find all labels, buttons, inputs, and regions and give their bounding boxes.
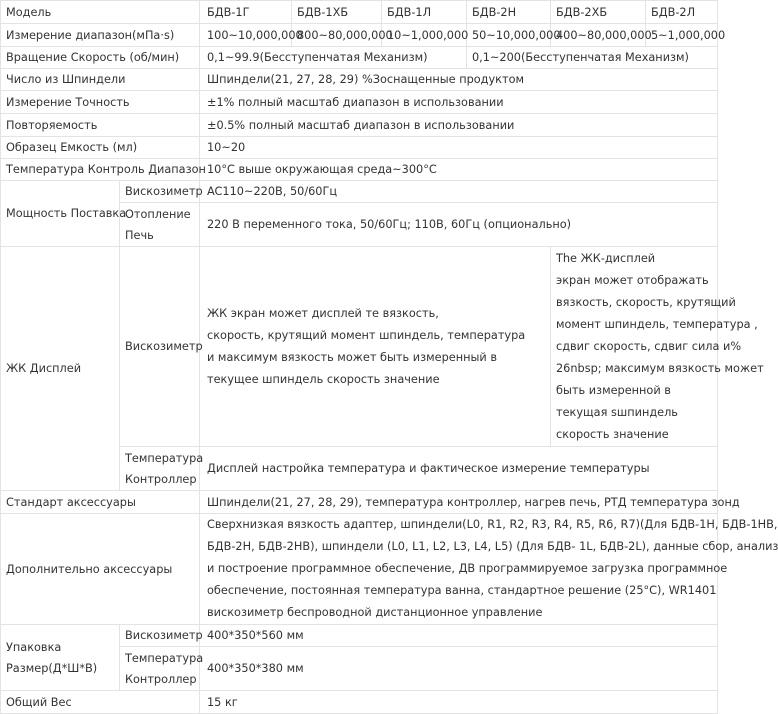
- row-spindles: [1, 69, 718, 91]
- lcd-line-2: скорость, крутящий момент шпиндель, температура: [207, 328, 526, 342]
- accuracy-value: ±1% полный масштаб диапазон в использовании: [200, 91, 718, 114]
- volume-label: Образец Емкость (мл): [1, 137, 200, 159]
- speed-label: Вращение Скорость (об/мин): [1, 47, 200, 69]
- accuracy-label: Измерение Точность: [1, 91, 200, 114]
- row-range: [1, 24, 718, 47]
- opt-acc-label: Дополнительно аксессуары: [1, 514, 200, 625]
- lcd2-line-6: 26nbsp; максимум вязкость может: [556, 361, 764, 375]
- repeatability-label: Повторяемость: [1, 114, 200, 137]
- std-acc-value: Шпиндели(21, 27, 28, 29), температура контроллер, нагрев печь, РТД температура зонд: [200, 491, 718, 514]
- lcd-viscometer-value: [200, 247, 551, 447]
- lcd-line-1: ЖК экран может дисплей те вязкость,: [207, 306, 439, 320]
- lcd2-line-3: вязкость, скорость, крутящий: [556, 295, 736, 309]
- lcd2-line-2: экран может отображать: [556, 273, 709, 287]
- row-pack-viscometer: [1, 625, 718, 647]
- oven-label: Отопление Печь: [120, 203, 200, 247]
- lcd2-line-7: быть измеренной в: [556, 383, 671, 397]
- repeatability-value: ±0.5% полный масштаб диапазон в использовании: [200, 114, 718, 137]
- pack-controller-label: Температура Контроллер: [120, 647, 200, 691]
- row-accuracy: [1, 91, 718, 114]
- speed-value-2: 0,1~200(Бесступенчатая Механизм): [467, 47, 718, 69]
- row-power-viscometer: [1, 181, 718, 203]
- model-1: БДВ-1Г: [200, 1, 292, 24]
- row-volume: [1, 137, 718, 159]
- range-5: 400~80,000,000: [551, 24, 646, 47]
- model-3: БДВ-1Л: [382, 1, 467, 24]
- volume-value: 10~20: [200, 137, 718, 159]
- row-standard-accessories: [1, 491, 718, 514]
- lcd-viscometer-label: Вискозиметр: [120, 247, 200, 447]
- lcd-label: ЖК Дисплей: [1, 247, 120, 491]
- opt-line-3: и построение программное обеспечение, ДВ программируемое загрузка программное: [207, 562, 728, 575]
- pack-label: Упаковка Размер(Д*Ш*В): [1, 625, 120, 691]
- opt-line-5: вискозиметр беспроводной дистанционное управление: [207, 606, 543, 619]
- oven-value: 220 В переменного тока, 50/60Гц; 110В, 60Гц (опционально): [200, 203, 718, 247]
- range-2: 800~80,000,000: [292, 24, 382, 47]
- temp-range-label: Температура Контроль Диапазон: [1, 159, 200, 181]
- range-4: 50~10,000,000: [467, 24, 551, 47]
- model-6: БДВ-2Л: [646, 1, 718, 24]
- model-label: Модель: [1, 1, 200, 24]
- opt-line-2: БДВ-2Н, БДВ-2НВ), шпиндели (L0, L1, L2, L3, L4, L5) (Для БДВ- 1L, БДВ-2L), данные сбор, анализ: [207, 540, 778, 553]
- opt-acc-value: [200, 514, 778, 625]
- lcd2-line-4: момент шпиндель, температура ,: [556, 317, 758, 331]
- model-4: БДВ-2Н: [467, 1, 551, 24]
- opt-line-4: обеспечение, постоянная температура ванна, стандартное решение (25°C), WR1401: [207, 584, 717, 597]
- spindles-value: Шпиндели(21, 27, 28, 29) %Зоснащенные продуктом: [200, 69, 718, 91]
- row-temperature-range: [1, 159, 718, 181]
- pack-viscometer-value: 400*350*560 мм: [200, 625, 718, 647]
- lcd2-line-5: сдвиг скорость, сдвиг сила и%: [556, 339, 742, 353]
- range-3: 10~1,000,000: [382, 24, 467, 47]
- power-label: Мощность Поставка: [1, 181, 120, 247]
- row-speed: [1, 47, 718, 69]
- temp-range-value: 10°C выше окружающая среда~300°C: [200, 159, 718, 181]
- model-5: БДВ-2ХБ: [551, 1, 646, 24]
- model-2: БДВ-1ХБ: [292, 1, 382, 24]
- row-optional-accessories: [1, 514, 718, 625]
- lcd-temp-controller-value: Дисплей настройка температура и фактическое измерение температуры: [200, 447, 718, 491]
- pack-controller-value: 400*350*380 мм: [200, 647, 718, 691]
- row-model: [1, 1, 718, 24]
- opt-line-1: Сверхнизкая вязкость адаптер, шпиндели(L0, R1, R2, R3, R4, R5, R6, R7)(Для БДВ-1Н, БДВ-1НВ,: [207, 518, 778, 531]
- power-viscometer-value: AC110~220В, 50/60Гц: [200, 181, 718, 203]
- pack-viscometer-label: Вискозиметр: [120, 625, 200, 647]
- range-1: 100~10,000,000: [200, 24, 292, 47]
- power-viscometer-label: Вискозиметр: [120, 181, 200, 203]
- lcd2-line-8: текущая ѕшпиндель: [556, 405, 678, 419]
- speed-value-1: 0,1~99.9(Бесступенчатая Механизм): [200, 47, 467, 69]
- lcd2-line-1: The ЖК-дисплей: [556, 251, 656, 265]
- range-label: Измерение диапазон(мПа·s): [1, 24, 200, 47]
- weight-label: Общий Вес: [1, 691, 200, 714]
- lcd-line-3: и максимум вязкость может быть измеренный в: [207, 350, 497, 364]
- std-acc-label: Стандарт аксессуары: [1, 491, 200, 514]
- lcd2-line-9: скорость значение: [556, 427, 669, 441]
- range-6: 5~1,000,000: [646, 24, 718, 47]
- lcd-viscometer-value-2: [551, 247, 764, 447]
- row-lcd-viscometer: [1, 247, 718, 447]
- weight-value: 15 кг: [200, 691, 718, 714]
- row-repeatability: [1, 114, 718, 137]
- lcd-temp-controller-label: Температура Контроллер: [120, 447, 200, 491]
- row-weight: [1, 691, 718, 714]
- lcd-line-4: текущее шпиндель скорость значение: [207, 372, 440, 386]
- spindles-label: Число из Шпиндели: [1, 69, 200, 91]
